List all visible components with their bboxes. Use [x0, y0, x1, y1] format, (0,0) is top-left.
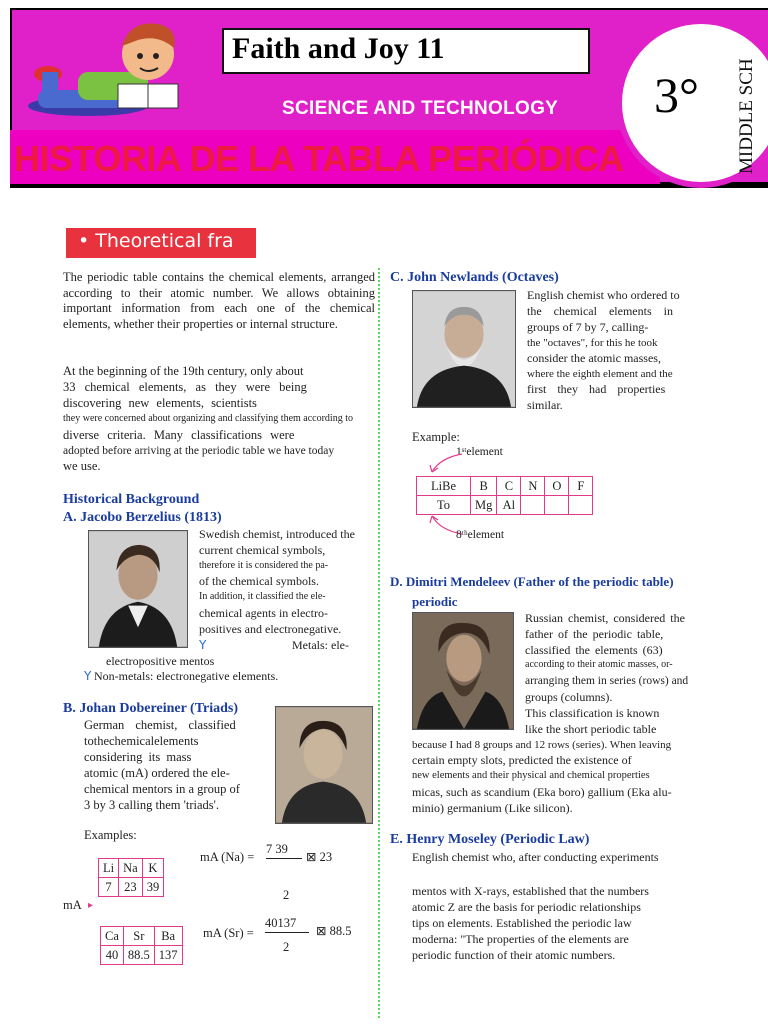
table-cell: B	[471, 477, 497, 496]
mendeleev-line-9: because I had 8 groups and 12 rows (series). When leaving	[412, 739, 672, 751]
table-cell: 23	[119, 878, 143, 897]
newlands-line-6: where the eighth element and the	[527, 368, 673, 380]
table-cell: Li	[99, 859, 119, 878]
triad-table-2	[100, 926, 183, 965]
page-title: HISTORIA DE LA TABLA PERIÓDICA	[14, 138, 624, 179]
school-level-text: MIDDLE SCH	[736, 58, 757, 174]
table-cell: F	[569, 477, 593, 496]
table-cell: Sr	[123, 927, 154, 946]
table-cell: C	[497, 477, 521, 496]
berzelius-line-6: chemical agents in electro-	[199, 606, 328, 620]
dobereiner-heading: B. Johan Dobereiner (Triads)	[63, 701, 239, 716]
table-cell: Ca	[101, 927, 124, 946]
examples-label: Examples:	[84, 828, 137, 842]
newlands-line-7: first they had properties	[527, 382, 666, 396]
table-row	[99, 878, 164, 897]
mendeleev-line-2: father of the periodic table,	[525, 627, 664, 641]
mendeleev-line-3: classified the elements (63)	[525, 643, 663, 657]
moseley-line-6: periodic function of their atomic numbers.	[412, 948, 616, 962]
mendeleev-line-12: micas, such as scandium (Eka boro) gallium (Eka alu-	[412, 785, 672, 799]
newlands-line-1: English chemist who ordered to	[527, 288, 680, 302]
table-cell: 40	[101, 946, 124, 965]
table-cell: Mg	[471, 496, 497, 515]
table-cell: LiBe	[417, 477, 471, 496]
bullet-y-1: Y	[199, 638, 207, 652]
table-row	[417, 477, 593, 496]
mendeleev-line-5: arranging them in series (rows) and	[525, 675, 689, 687]
arrow-down-icon	[426, 452, 466, 476]
formula-na-numerator: 7 39	[266, 842, 302, 859]
berzelius-line-8: Metals: ele-	[292, 638, 349, 652]
table-cell	[521, 496, 545, 515]
berzelius-line-5: In addition, it classified the ele-	[199, 591, 326, 602]
newlands-heading: C. John Newlands (Octaves)	[390, 270, 559, 285]
table-cell: 39	[142, 878, 164, 897]
school-level	[736, 14, 764, 174]
berzelius-line-9: electropositive mentos	[106, 654, 215, 668]
mendeleev-line-13: minio) germanium (Like silicon).	[412, 801, 573, 815]
mendeleev-line-10: certain empty slots, predicted the existence of	[412, 753, 632, 767]
section-tag: • Theoretical fra	[66, 228, 256, 258]
table-row	[99, 859, 164, 878]
intro-line-2: 33 chemical elements, as they were being	[63, 380, 307, 394]
newlands-line-3: groups of 7 by 7, calling-	[527, 320, 649, 334]
book-title: Faith and Joy 11	[222, 28, 590, 74]
table-cell: 7	[99, 878, 119, 897]
reading-kid-illustration	[18, 14, 218, 124]
dobereiner-line-5: chemical mentors in a group of	[84, 782, 240, 796]
table-cell: Na	[119, 859, 143, 878]
arrow-icon: ▸	[88, 900, 94, 911]
berzelius-line-10: Non-metals: electronegative elements.	[94, 669, 279, 683]
table-cell: N	[521, 477, 545, 496]
table-cell: To	[417, 496, 471, 515]
moseley-line-4: tips on elements. Established the periodic law	[412, 916, 632, 930]
intro-line-1: At the beginning of the 19th century, only about	[63, 364, 304, 378]
subject-label: SCIENCE AND TECHNOLOGY	[282, 98, 559, 119]
octave-table	[416, 476, 593, 515]
dobereiner-line-6: 3 by 3 calling them 'triads'.	[84, 798, 220, 812]
moseley-line-1: English chemist who, after conducting experiments	[412, 850, 659, 864]
dobereiner-portrait	[275, 706, 373, 824]
mendeleev-line-7: This classification is known	[525, 706, 660, 720]
table-cell	[569, 496, 593, 515]
berzelius-line-3: therefore it is considered the pa-	[199, 560, 329, 571]
moseley-line-3: atomic Z are the basis for periodic relationships	[412, 900, 641, 914]
intro-line-6: adopted before arriving at the periodic table we have today	[63, 445, 335, 457]
table-cell: 88.5	[123, 946, 154, 965]
berzelius-line-4: of the chemical symbols.	[199, 574, 319, 588]
example-label: Example:	[412, 430, 460, 444]
bullet-y-2: Y	[84, 669, 92, 683]
moseley-heading: E. Henry Moseley (Periodic Law)	[390, 832, 590, 847]
berzelius-portrait	[88, 530, 188, 648]
table-cell: K	[142, 859, 164, 878]
eighth-element-label: 8ᵗʰelement	[456, 529, 505, 541]
mendeleev-line-8: like the short periodic table	[525, 722, 657, 736]
triad-table-1	[98, 858, 164, 897]
ma-label: mA	[63, 898, 82, 912]
formula-sr-approx: ⊠ 88.5	[316, 924, 352, 938]
dobereiner-line-3: considering its mass	[84, 750, 192, 764]
intro-line-7: we use.	[63, 459, 101, 473]
dobereiner-line-1: German chemist, classified	[84, 718, 236, 732]
grade-number: 3°	[654, 67, 699, 123]
table-cell: Ba	[154, 927, 182, 946]
mendeleev-line-6: groups (columns).	[525, 690, 613, 704]
intro-line-4: they were concerned about organizing and classifying them according to	[63, 413, 353, 424]
newlands-line-5: consider the atomic masses,	[527, 351, 661, 365]
table-cell: 137	[154, 946, 182, 965]
table-cell	[545, 496, 569, 515]
table-row	[101, 946, 183, 965]
table-cell: O	[545, 477, 569, 496]
newlands-line-4: the "octaves", for this he took	[527, 337, 658, 349]
formula-na-lhs: mA (Na) =	[200, 850, 255, 864]
intro-paragraph: The periodic table contains the chemical elements, arranged according to their atomic number. We allows obtaining important information from each one of the chemical elements, whether their properties or internal structure.	[63, 270, 375, 331]
formula-na-approx: ⊠ 23	[306, 850, 333, 864]
berzelius-line-2: current chemical symbols,	[199, 543, 326, 557]
newlands-line-8: similar.	[527, 398, 563, 412]
berzelius-line-1: Swedish chemist, introduced the	[199, 527, 355, 541]
mendeleev-line-11: new elements and their physical and chemical properties	[412, 770, 650, 781]
dobereiner-line-4: atomic (mA) ordered the ele-	[84, 766, 230, 780]
table-row	[417, 496, 593, 515]
moseley-line-2: mentos with X-rays, established that the numbers	[412, 884, 649, 898]
mendeleev-line-4: according to their atomic masses, or-	[525, 659, 673, 670]
first-element-label: 1ˢᵗelement	[456, 446, 503, 458]
mendeleev-heading-2: periodic	[412, 594, 458, 609]
mendeleev-line-1: Russian chemist, considered the	[525, 611, 685, 625]
table-cell: Al	[497, 496, 521, 515]
formula-na-denominator: 2	[283, 888, 290, 902]
dobereiner-line-2: tothechemicalelements	[84, 734, 199, 748]
moseley-line-5: moderna: "The properties of the elements are	[412, 932, 629, 946]
berzelius-line-7: positives and electronegative.	[199, 622, 342, 636]
intro-line-5: diverse criteria. Many classifications were	[63, 428, 295, 442]
historical-heading: Historical Background	[63, 492, 200, 507]
mendeleev-portrait	[412, 612, 514, 730]
column-divider	[378, 268, 380, 1018]
intro-line-3: discovering new elements, scientists	[63, 396, 257, 410]
table-row	[101, 927, 183, 946]
mendeleev-heading: D. Dimitri Mendeleev (Father of the periodic table)	[390, 574, 674, 589]
berzelius-heading: A. Jacobo Berzelius (1813)	[63, 510, 222, 525]
newlands-line-2: the chemical elements in	[527, 304, 673, 318]
newlands-portrait	[412, 290, 516, 408]
formula-sr-numerator: 40137	[265, 916, 309, 933]
formula-sr-lhs: mA (Sr) =	[203, 926, 254, 940]
formula-sr-denominator: 2	[283, 940, 290, 954]
